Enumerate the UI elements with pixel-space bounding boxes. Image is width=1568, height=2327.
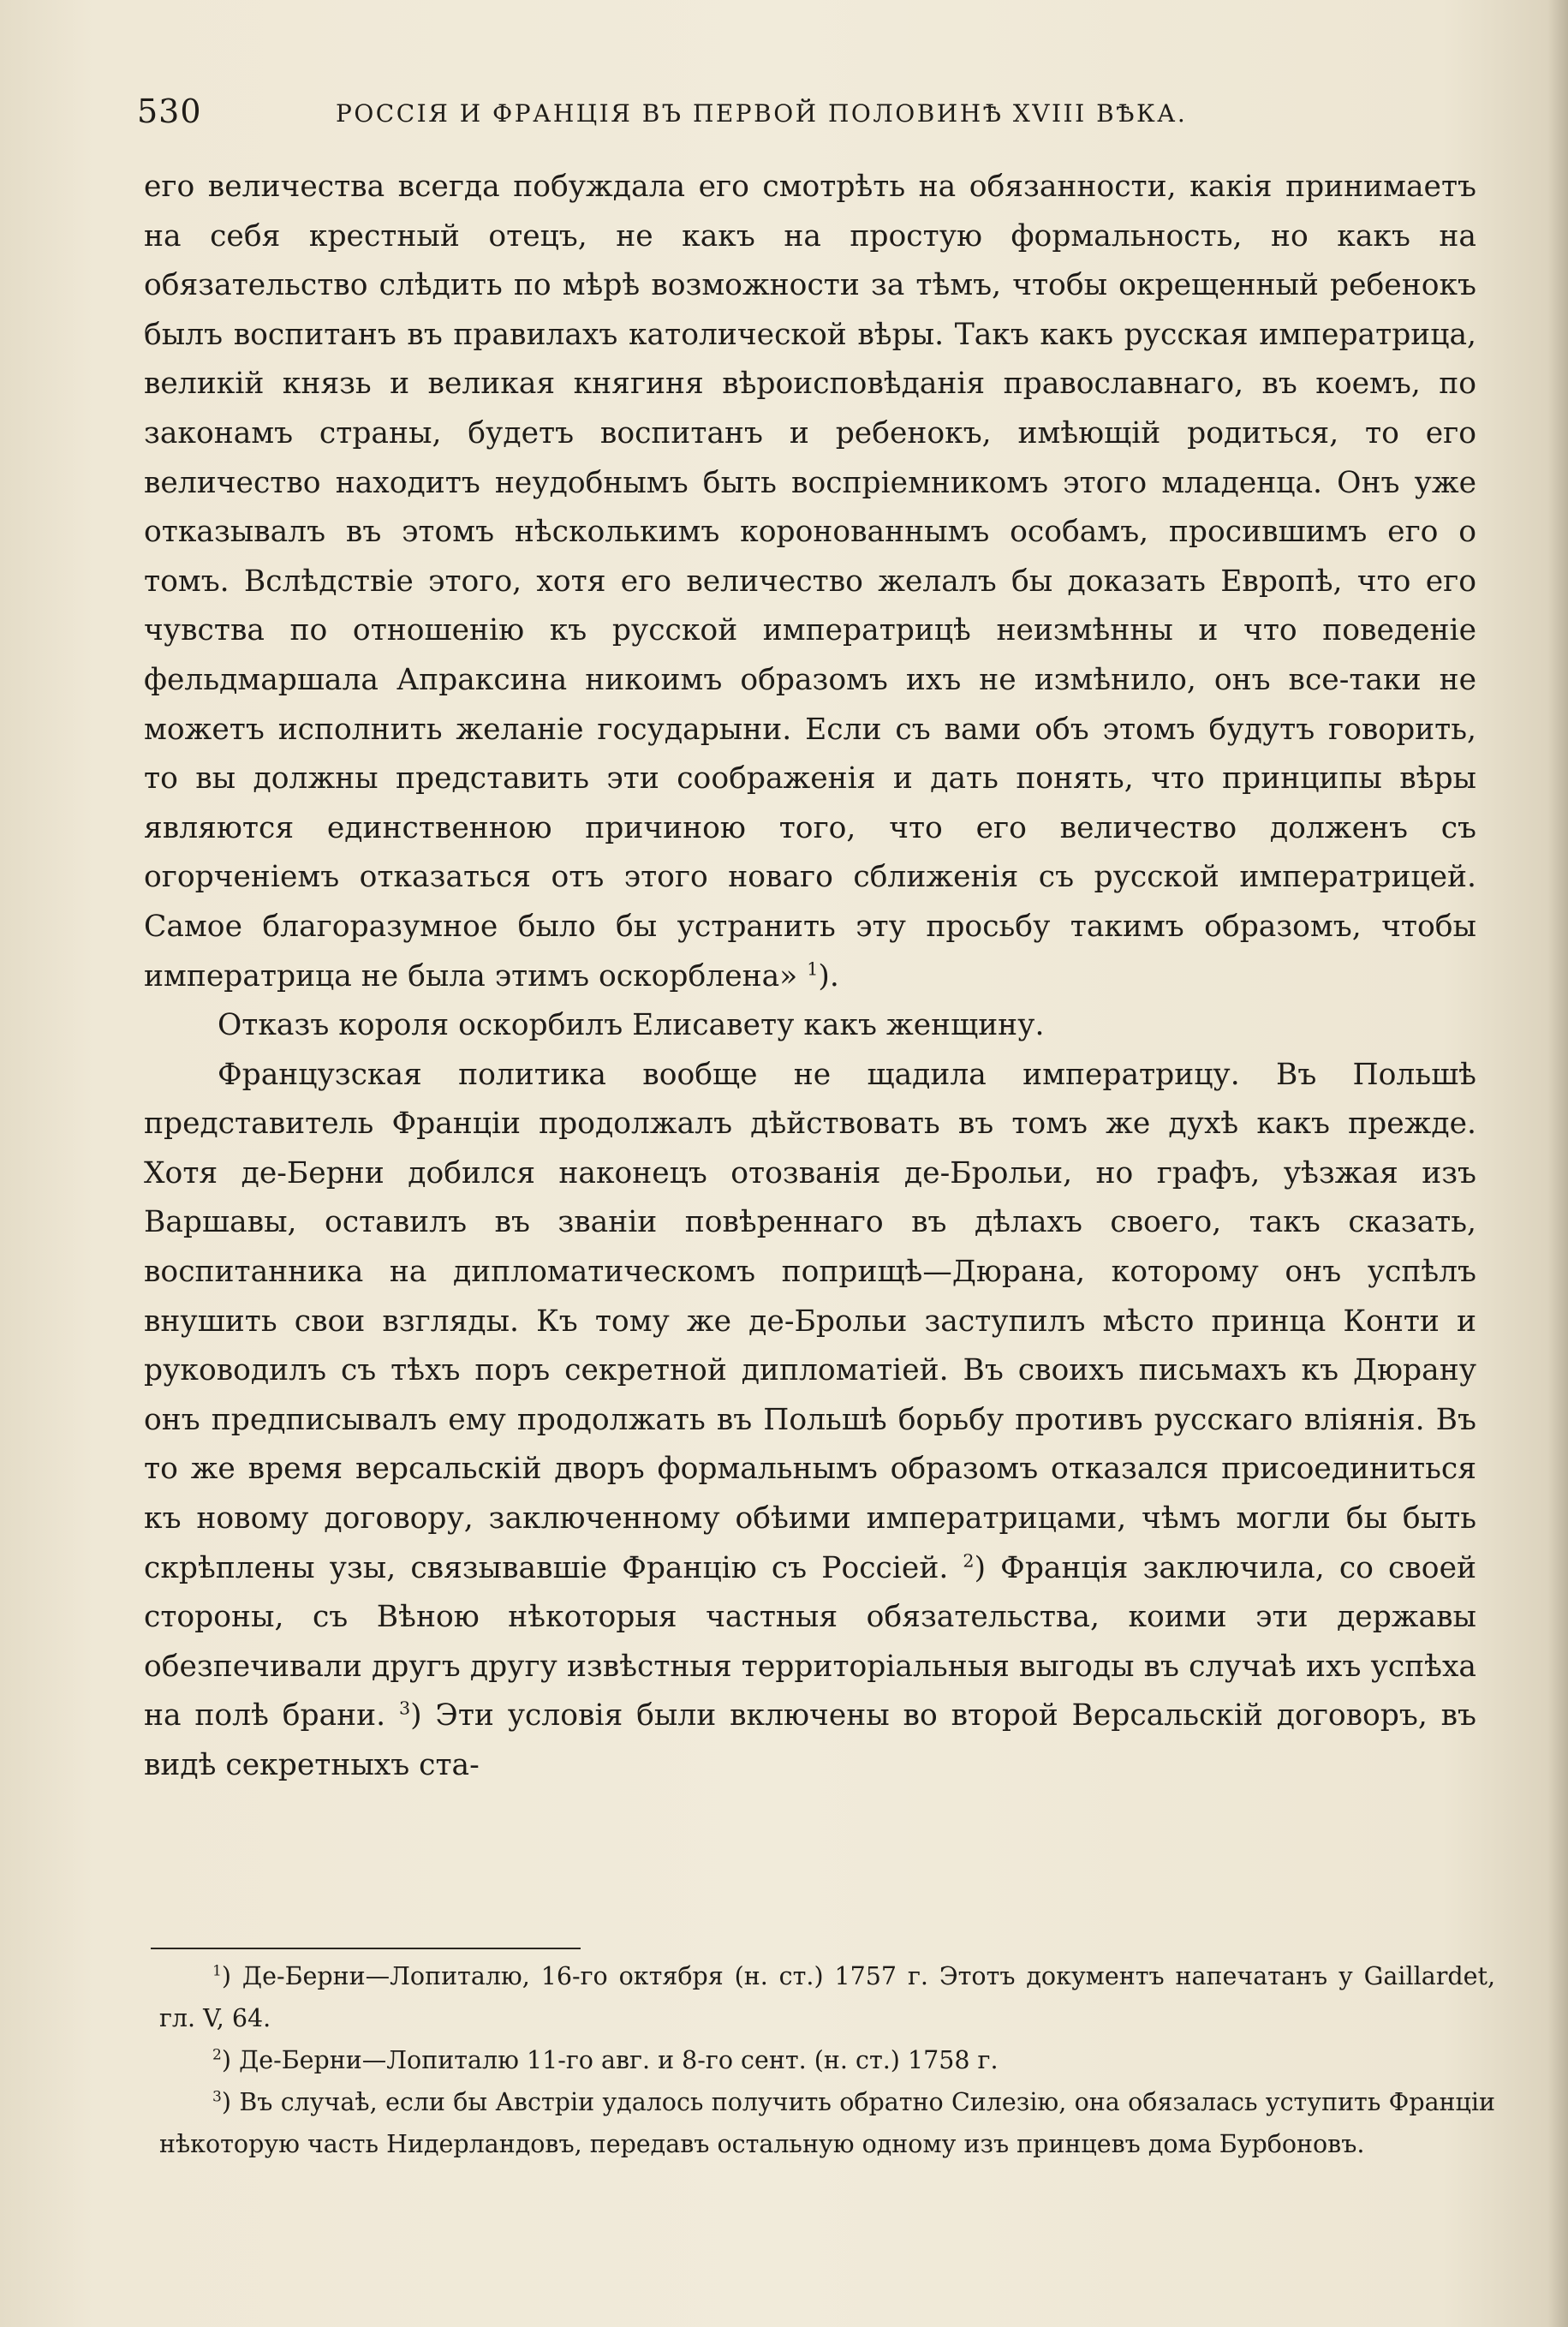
footnote-3-text: ) Въ случаѣ, если бы Австріи удалось получить обратно Силезію, она обязалась уступить Франціи нѣкоторую часть Нидерландовъ, передавъ остальную одному изъ принцевъ дома Бурбоновъ. xyxy=(159,2088,1495,2158)
paragraph-3-text-a: Французская политика вообще не щадила императрицу. Въ Польшѣ представитель Франціи продолжалъ дѣйствовать въ томъ же духѣ какъ прежде. Хотя де-Берни добился наконецъ отозванія де-Брольи, но графъ, уѣзжая изъ Варшавы, оставилъ въ званіи повѣреннаго въ дѣлахъ своего, такъ сказать, воспитанника на дипломатическомъ поприщѣ—Дюрана, которому онъ успѣлъ внушить свои взгляды. Къ тому же де-Брольи заступилъ мѣсто принца Конти и руководилъ съ тѣхъ поръ секретной дипломатіей. Въ своихъ письмахъ къ Дюрану онъ предписывалъ ему продолжать въ Польшѣ борьбу противъ русскаго вліянія. Въ то же время версальскій дворъ формальнымъ образомъ отказался присоединиться къ новому договору, заключенному обѣими императрицами, чѣмъ могли бы быть скрѣплены узы, связывавшіе Францію съ Россіей. xyxy=(144,1057,1476,1585)
footnotes xyxy=(159,1955,1495,2165)
paragraph-1-end: ). xyxy=(818,958,839,993)
footnote-1-text: ) Де-Берни—Лопиталю, 16-го октября (н. ст.) 1757 г. Этотъ документъ напечатанъ у Gaillardet, гл. V, 64. xyxy=(159,1962,1495,2032)
running-title: РОССІЯ И ФРАНЦІЯ ВЪ ПЕРВОЙ ПОЛОВИНѢ XVIII ВѢКА. xyxy=(336,99,1188,128)
footnote-2-text: ) Де-Берни—Лопиталю 11-го авг. и 8-го сент. (н. ст.) 1758 г. xyxy=(221,2046,999,2074)
footnote-ref-2: 2 xyxy=(963,1550,975,1572)
paragraph-3 xyxy=(144,1051,1476,1791)
main-text xyxy=(144,163,1476,1791)
paragraph-2: Отказъ короля оскорбилъ Елисавету какъ женщину. xyxy=(218,1008,1045,1043)
paragraph-1 xyxy=(144,163,1476,1001)
page-edge-shadow xyxy=(1547,0,1568,2327)
footnote-mark-2: 2 xyxy=(212,2046,222,2064)
footnote-separator xyxy=(151,1948,581,1949)
footnote-3 xyxy=(159,2081,1495,2165)
paragraph-3-text-b: ) Франція заключила, со своей стороны, съ Вѣною нѣкоторыя частныя обязательства, коими эти державы обезпечивали другъ другу извѣстныя территоріальныя выгоды въ случаѣ ихъ успѣха на полѣ брани. xyxy=(144,1550,1476,1733)
paragraph-1-text: его величества всегда побуждала его смотрѣть на обязанности, какія принимаетъ на себя крестный отецъ, не какъ на простую формальность, но какъ на обязательство слѣдить по мѣрѣ возможности за тѣмъ, чтобы окрещенный ребенокъ былъ воспитанъ въ правилахъ католической вѣры. Такъ какъ русская императрица, великій князь и великая княгиня вѣроисповѣданія православнаго, въ коемъ, по законамъ страны, будетъ воспитанъ и ребенокъ, имѣющій родиться, то его величество находитъ неудобнымъ быть воспріемникомъ этого младенца. Онъ уже отказывалъ въ этомъ нѣсколькимъ коронованнымъ особамъ, просившимъ его о томъ. Вслѣдствіе этого, хотя его величество желалъ бы доказать Европѣ, что его чувства по отношенію къ русской императрицѣ неизмѣнны и что поведеніе фельдмаршала Апраксина никоимъ образомъ ихъ не измѣнило, онъ все-таки не можетъ исполнить желаніе государыни. Если съ вами объ этомъ будутъ говорить, то вы должны представить эти соображенія и дать понять, что принципы вѣры являются единственною причиною того, что его величество долженъ съ огорченіемъ отказаться отъ этого новаго сближенія съ русской императрицей. Самое благоразумное было бы устранить эту просьбу такимъ образомъ, чтобы императрица не была этимъ оскорблена» xyxy=(144,170,1476,993)
footnote-mark-1: 1 xyxy=(212,1962,222,1980)
footnote-ref-3: 3 xyxy=(398,1698,411,1719)
paragraph-3-text-c: ) Эти условія были включены во второй Версальскій договоръ, въ видѣ секретныхъ ста- xyxy=(144,1698,1476,1782)
footnote-ref-1: 1 xyxy=(807,958,819,979)
footnote-mark-3: 3 xyxy=(212,2088,222,2106)
page-number: 530 xyxy=(137,92,202,130)
footnote-1 xyxy=(159,1955,1495,2039)
running-head xyxy=(137,92,1473,140)
footnote-2 xyxy=(159,2039,1495,2081)
